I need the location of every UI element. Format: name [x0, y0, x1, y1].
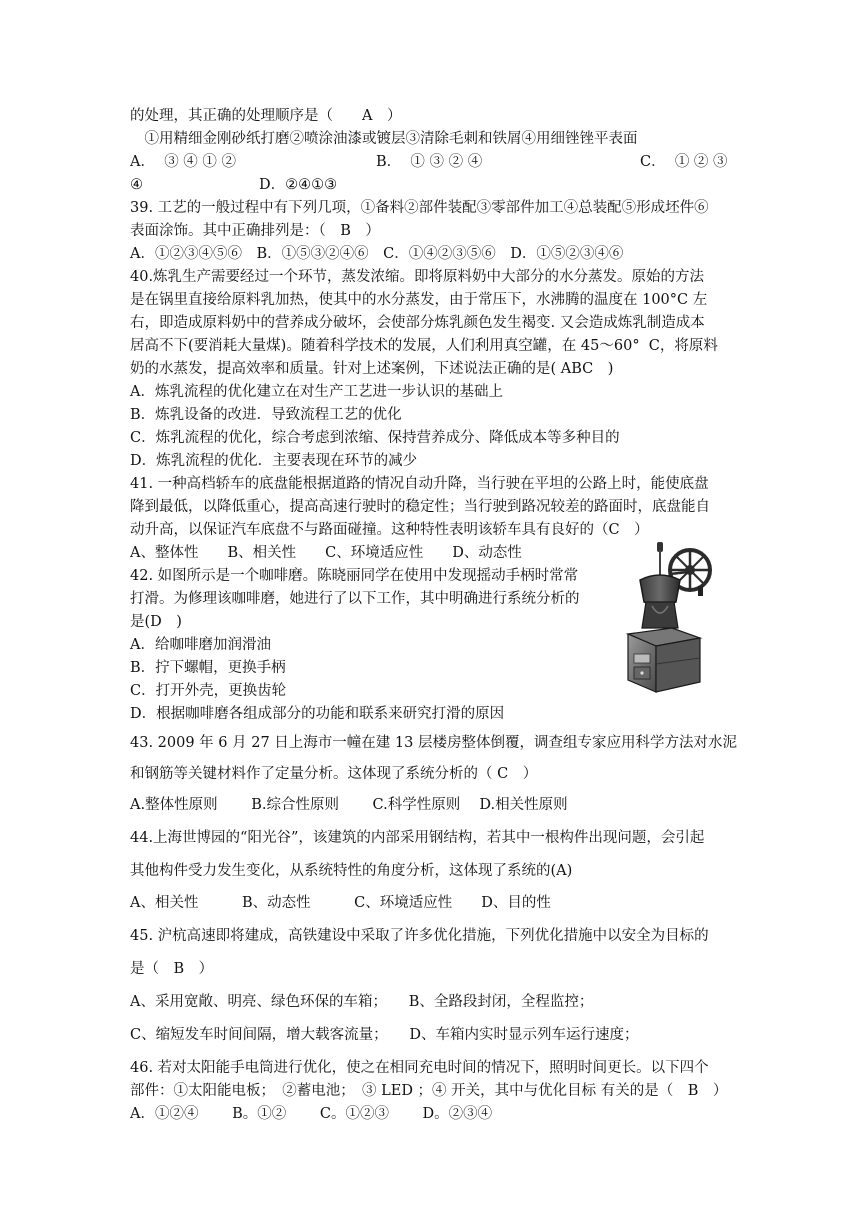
- q44-line-2: 其他构件受力发生变化，从系统特性的角度分析，这体现了系统的(A): [130, 863, 573, 879]
- q39-line-2: 表面涂饰。其中正确排列是：（ B ）: [130, 223, 380, 239]
- q40-line-5: 奶的水蒸发，提高效率和质量。针对上述案例，下述说法正确的是( ABC ): [130, 361, 614, 377]
- q40-option-d: D．炼乳流程的优化．主要表现在环节的减少: [130, 453, 418, 469]
- q46-line-1: 46. 若对太阳能手电筒进行优化，使之在相同充电时间的情况下，照明时间更长。以下四个: [130, 1060, 709, 1076]
- q42-option-c: C．打开外壳，更换齿轮: [130, 683, 287, 699]
- q38-option-a: A． ③ ④ ① ②: [130, 154, 237, 170]
- q44-options: A、相关性 B、动态性 C、环境适应性 D、目的性: [130, 895, 551, 911]
- q45-options-ab: A、采用宽敞、明亮、绿色环保的车箱； B、全路段封闭，全程监控；: [130, 994, 594, 1010]
- q42-option-d: D．根据咖啡磨各组成部分的功能和联系来研究打滑的原因: [130, 706, 505, 722]
- q39-options: A．①②③④⑤⑥ B．①⑤③②④⑥ C．①④②③⑤⑥ D．①⑤②③④⑥: [130, 246, 624, 262]
- q38-option-c-d: ④ D．②④①③: [130, 177, 338, 193]
- q38-option-b: B． ① ③ ② ④: [376, 154, 483, 170]
- q40-line-3: 右，即造成原料奶中的营养成分破坏，会使部分炼乳颜色发生褐变. 又会造成炼乳制造成本: [130, 315, 705, 331]
- q38-steps: ①用精细金刚砂纸打磨②喷涂油漆或镀层③清除毛刺和铁屑④用细锉锉平表面: [130, 131, 638, 147]
- q45-options-cd: C、缩短发车时间间隔，增大载客流量； D、车箱内实时显示列车运行速度；: [130, 1027, 639, 1043]
- coffee-grinder-image: [612, 540, 714, 698]
- q41-line-2: 降到最低，以降低重心，提高高速行驶时的稳定性；当行驶到路况较差的路面时，底盘能自: [130, 499, 710, 515]
- q40-option-b: B．炼乳设备的改进．导致流程工艺的优化: [130, 407, 402, 423]
- q39-line-1: 39. 工艺的一般过程中有下列几项，①备料②部件装配③零部件加工④总装配⑤形成坯件⑥: [130, 200, 709, 216]
- q46-options: A．①②④ B。①② C。①②③ D。②③④: [130, 1106, 493, 1122]
- q41-options: A、整体性 B、相关性 C、环境适应性 D、动态性: [130, 545, 522, 561]
- q41-line-1: 41. 一种高档轿车的底盘能根据道路的情况自动升降，当行驶在平坦的公路上时，能使底盘: [130, 476, 709, 492]
- q46-line-2: 部件：①太阳能电板； ②蓄电池； ③ LED ；④ 开关，其中与优化目标 有关的是（ B ）: [130, 1083, 728, 1099]
- q43-line-1: 43. 2009 年 6 月 27 日上海市一幢在建 13 层楼房整体倒覆，调查组专家应用科学方法对水泥: [130, 735, 737, 751]
- q38-stem-tail: 的处理，其正确的处理顺序是（ A ）: [130, 108, 402, 124]
- q42-line-2: 打滑。为修理该咖啡磨，她进行了以下工作，其中明确进行系统分析的: [130, 591, 580, 607]
- q41-line-3: 动升高，以保证汽车底盘不与路面碰撞。这种特性表明该轿车具有良好的（C ）: [130, 522, 649, 538]
- q42-line-3: 是(D ): [130, 614, 182, 630]
- q43-line-2: 和钢筋等关键材料作了定量分析。这体现了系统分析的（ C ）: [130, 766, 538, 782]
- q42-line-1: 42. 如图所示是一个咖啡磨。陈晓丽同学在使用中发现摇动手柄时常常: [130, 568, 579, 584]
- q38-option-c: C． ① ② ③: [640, 154, 728, 170]
- q42-option-b: B．拧下螺帽，更换手柄: [130, 660, 286, 676]
- q40-option-a: A．炼乳流程的优化建立在对生产工艺进一步认识的基础上: [130, 384, 503, 400]
- q45-line-1: 45. 沪杭高速即将建成，高铁建设中采取了许多优化措施，下列优化措施中以安全为目标的: [130, 928, 709, 944]
- q43-options: A.整体性原则 B.综合性原则 C.科学性原则 D.相关性原则: [130, 797, 568, 813]
- q40-line-1: 40.炼乳生产需要经过一个环节，蒸发浓缩。即将原料奶中大部分的水分蒸发。原始的方法: [130, 269, 705, 285]
- q44-line-1: 44.上海世博园的“阳光谷”，该建筑的内部采用钢结构，若其中一根构件出现问题，会引起: [130, 830, 705, 846]
- q40-line-2: 是在锅里直接给原料乳加热，使其中的水分蒸发，由于常压下，水沸腾的温度在 100°C 左: [130, 292, 708, 308]
- q40-option-c: C．炼乳流程的优化，综合考虑到浓缩、保持营养成分、降低成本等多种目的: [130, 430, 620, 446]
- q45-line-2: 是（ B ）: [130, 961, 214, 977]
- q40-line-4: 居高不下(要消耗大量煤)。随着科学技术的发展，人们利用真空罐，在 45～60° C，将原料: [130, 338, 718, 354]
- q42-option-a: A．给咖啡磨加润滑油: [130, 637, 271, 653]
